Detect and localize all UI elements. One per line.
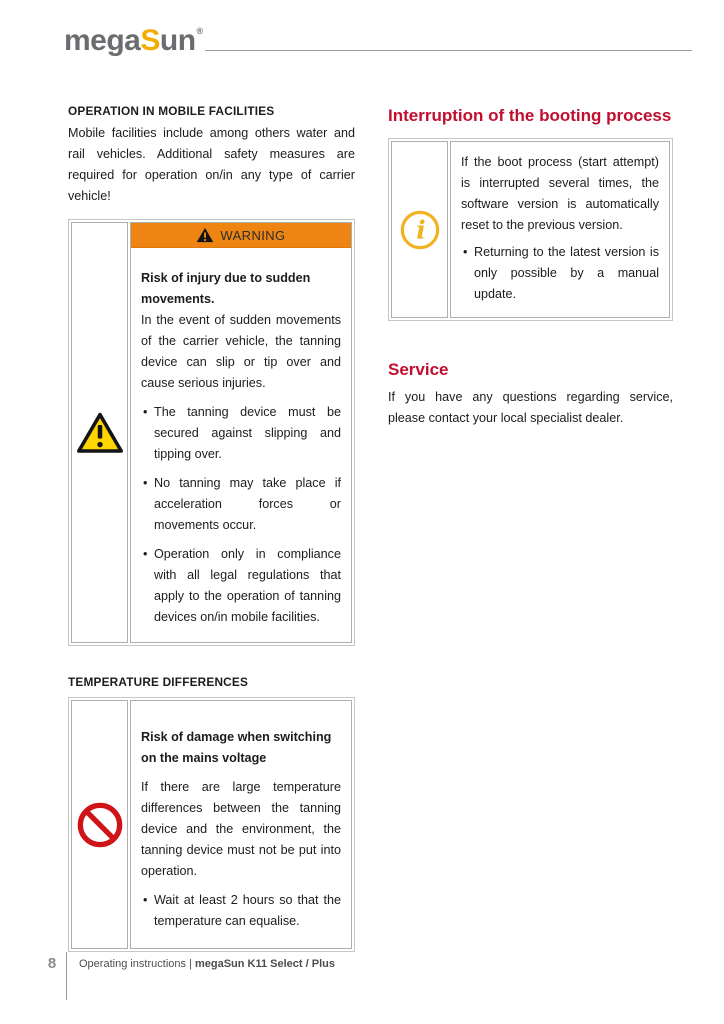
warning-text-cell <box>130 222 352 643</box>
info-bullet: • Returning to the latest version is only possible by a manual update. <box>461 242 659 305</box>
footer-doc-title: megaSun K11 Select / Plus <box>194 958 335 970</box>
warning-body: In the event of sudden movements of the carrier vehicle, the tanning device can slip or tip over and cause serious injuries. <box>141 313 341 390</box>
info-icon-cell <box>391 141 448 318</box>
warning-bullet: • Operation only in compliance with all legal regulations that apply to the operation of tanning devices on/in mobile facilities. <box>141 544 341 628</box>
right-column <box>388 104 673 429</box>
footer-doc-reference <box>79 952 335 1000</box>
registered-trademark-symbol: ® <box>196 26 203 36</box>
page-footer <box>40 952 335 1000</box>
temperature-text-cell <box>130 700 352 949</box>
warning-bullet-list <box>141 402 341 628</box>
header <box>64 14 692 58</box>
info-circle-icon <box>399 209 441 251</box>
footer-doc-label: Operating instructions | <box>79 958 195 970</box>
service-body: If you have any questions regarding service, please contact your local specialist dealer. <box>388 390 673 425</box>
warning-title: Risk of injury due to sudden movements. <box>141 271 311 306</box>
section-heading-booting-interruption: Interruption of the booting process <box>388 106 672 125</box>
mobile-facilities-intro: Mobile facilities include among others water and rail vehicles. Additional safety measures are required for operation on/in any type of carrier vehicle! <box>68 126 355 203</box>
info-bullet-list <box>461 242 659 305</box>
warning-icon-cell <box>71 222 128 643</box>
warning-banner-label: WARNING <box>220 227 286 243</box>
section-heading-mobile-facilities: OPERATION IN MOBILE FACILITIES <box>68 104 275 118</box>
service-section <box>388 358 673 429</box>
temperature-body: If there are large temperature differences between the tanning device and the environment, the tanning device must not be put into operation. <box>141 780 341 878</box>
warning-box <box>68 219 355 646</box>
header-rule <box>205 50 692 51</box>
warning-triangle-icon <box>76 411 124 455</box>
temperature-bullet: • Wait at least 2 hours so that the temperature can equalise. <box>141 890 341 932</box>
prohibition-icon-cell <box>71 700 128 949</box>
left-column <box>68 104 355 952</box>
info-body: If the boot process (start attempt) is interrupted several times, the software version is automatically reset to the previous version. <box>461 155 659 232</box>
warning-banner-triangle-icon <box>196 227 214 243</box>
logo-accent: S <box>140 24 160 57</box>
section-heading-temperature-differences: TEMPERATURE DIFFERENCES <box>68 675 249 689</box>
prohibition-sign-icon <box>77 802 123 848</box>
logo-prefix: mega <box>64 24 141 57</box>
temperature-title: Risk of damage when switching on the mains voltage <box>141 730 332 765</box>
logo-suffix: un <box>159 24 196 57</box>
warning-banner <box>131 223 351 248</box>
temperature-bullet-list <box>141 890 341 932</box>
page-number: 8 <box>47 955 57 972</box>
temperature-notice-box <box>68 697 355 952</box>
svg-text:i: i <box>415 215 426 245</box>
info-box <box>388 138 673 321</box>
warning-bullet: • No tanning may take place if acceleration forces or movements occur. <box>141 473 341 536</box>
section-heading-service: Service <box>388 360 449 379</box>
info-text-cell <box>450 141 670 318</box>
footer-divider <box>66 952 67 1000</box>
megasun-logo <box>64 14 203 58</box>
warning-bullet: • The tanning device must be secured against slipping and tipping over. <box>141 402 341 465</box>
